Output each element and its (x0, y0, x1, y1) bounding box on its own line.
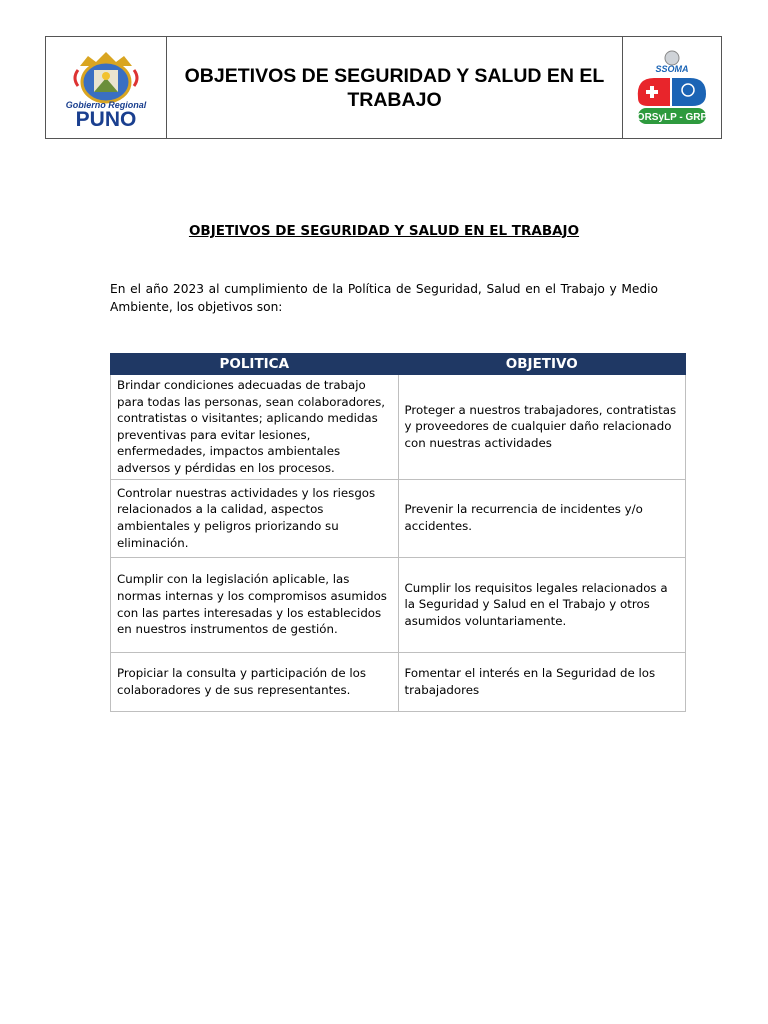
column-header-politica: POLITICA (111, 354, 399, 375)
table-row (111, 375, 686, 480)
gobierno-regional-puno-logo (46, 37, 167, 138)
table-row (111, 652, 686, 711)
svg-text:SSOMA: SSOMA (655, 63, 689, 74)
table-row (111, 557, 686, 652)
objetivo-cell: Fomentar el interés en la Seguridad de los trabajadores (398, 652, 686, 711)
politica-cell: Controlar nuestras actividades y los riesgos relacionados a la calidad, aspectos ambientales y peligros priorizando su eliminación. (111, 479, 399, 557)
page-header (45, 36, 722, 139)
table-row (111, 479, 686, 557)
document-title: OBJETIVOS DE SEGURIDAD Y SALUD EN EL TRABAJO (188, 223, 580, 239)
intro-paragraph: En el año 2023 al cumplimiento de la Política de Seguridad, Salud en el Trabajo y Medio Ambiente, los objetivos son: (110, 282, 658, 314)
svg-text:ORSyLP - GRP: ORSyLP - GRP (636, 111, 708, 123)
column-header-objetivo: OBJETIVO (398, 354, 686, 375)
objetivo-cell: Prevenir la recurrencia de incidentes y/o accidentes. (398, 479, 686, 557)
objetivo-cell: Proteger a nuestros trabajadores, contratistas y proveedores de cualquier daño relacionado con nuestras actividades (398, 375, 686, 480)
politica-cell: Brindar condiciones adecuadas de trabajo para todas las personas, sean colaboradores, contratistas o visitantes; aplicando medidas preventivas para evitar lesiones, enfermedades, impactos ambientales adversos y pérdidas en los procesos. (111, 375, 399, 480)
table-header-row (111, 354, 686, 375)
politica-cell: Propiciar la consulta y participación de los colaboradores y de sus representantes. (111, 652, 399, 711)
header-title: OBJETIVOS DE SEGURIDAD Y SALUD EN EL TRABAJO (184, 64, 605, 111)
svg-text:Gobierno Regional: Gobierno Regional (65, 99, 147, 110)
objetivo-cell: Cumplir los requisitos legales relacionados a la Seguridad y Salud en el Trabajo y otros asumidos voluntariamente. (398, 557, 686, 652)
objectives-table (110, 353, 686, 712)
ssoma-orsylp-logo (622, 37, 721, 138)
svg-text:PUNO: PUNO (75, 107, 137, 128)
politica-cell: Cumplir con la legislación aplicable, las normas internas y los compromisos asumidos con las partes interesadas y los establecidos en nuestros instrumentos de gestión. (111, 557, 399, 652)
